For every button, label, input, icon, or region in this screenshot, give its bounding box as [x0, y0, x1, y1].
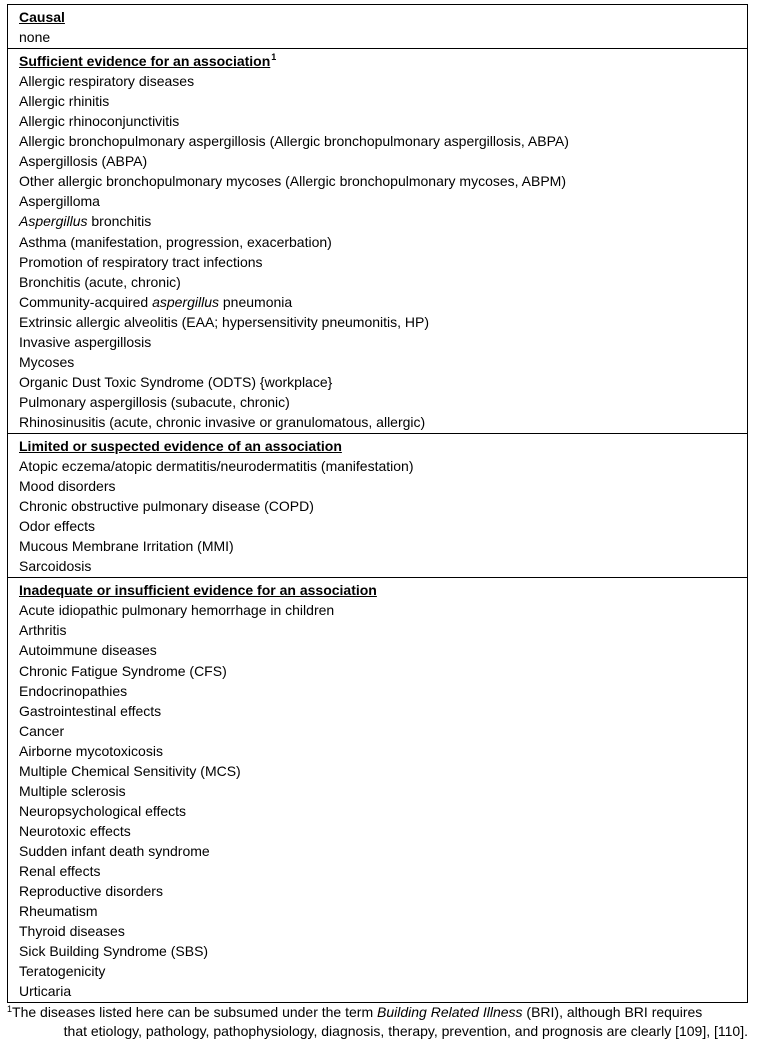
list-item: Allergic rhinoconjunctivitis	[19, 113, 180, 130]
list-item: Aspergillosis (ABPA)	[19, 153, 148, 170]
list-item: Aspergilloma	[19, 193, 100, 210]
list-item: Autoimmune diseases	[19, 642, 157, 659]
list-item: Mood disorders	[19, 478, 116, 495]
list-item: Atopic eczema/atopic dermatitis/neurodermatitis (manifestation)	[19, 458, 414, 475]
footnote-line-1: $^1$The diseases listed here can be subsumed under the term Building Related Illness (BRI), although BRI requires	[7, 1004, 703, 1020]
list-item: Allergic rhinitis	[19, 93, 110, 110]
list-item: Promotion of respiratory tract infections	[19, 253, 263, 270]
section-sufficient-evidence	[8, 48, 747, 433]
list-item: Invasive aspergillosis	[19, 333, 152, 350]
list-item: Mucous Membrane Irritation (MMI)	[19, 538, 234, 555]
list-item: Chronic Fatigue Syndrome (CFS)	[19, 662, 227, 679]
list-item: Pulmonary aspergillosis (subacute, chronic)	[19, 393, 290, 410]
list-item: Airborne mycotoxicosis	[19, 742, 163, 759]
section-causal	[8, 5, 747, 48]
list-item: Rhinosinusitis (acute, chronic invasive or granulomatous, allergic)	[19, 413, 426, 430]
list-item: Arthritis	[19, 622, 67, 639]
list-item: Extrinsic allergic alveolitis (EAA; hypersensitivity pneumonitis, HP)	[19, 313, 430, 330]
list-item: Acute idiopathic pulmonary hemorrhage in children	[19, 602, 335, 619]
list-item: Odor effects	[19, 518, 96, 535]
list-item: none	[19, 29, 51, 46]
list-item: Multiple Chemical Sensitivity (MCS)	[19, 762, 241, 779]
section-limited-evidence	[8, 433, 747, 577]
list-item: Organic Dust Toxic Syndrome (ODTS) {workplace}	[19, 373, 333, 390]
list-item: Chronic obstructive pulmonary disease (COPD)	[19, 498, 314, 515]
list-item: Other allergic bronchopulmonary mycoses (Allergic bronchopulmonary mycoses, ABPM)	[19, 173, 566, 190]
list-item: Thyroid diseases	[19, 923, 125, 940]
evidence-table	[7, 4, 748, 1003]
list-item: Rheumatism	[19, 903, 98, 920]
section-heading: Limited or suspected evidence of an association	[19, 437, 342, 454]
footnote-marker: 1	[7, 1004, 13, 1014]
list-item: Urticaria	[19, 983, 72, 1000]
list-item: Sick Building Syndrome (SBS)	[19, 943, 209, 960]
section-heading: Causal	[19, 9, 65, 25]
section-inadequate-evidence	[8, 577, 747, 1002]
list-item: Sudden infant death syndrome	[19, 842, 210, 859]
list-item: Renal effects	[19, 862, 101, 879]
list-item: Gastrointestinal effects	[19, 702, 162, 719]
list-item: Mycoses	[19, 353, 75, 370]
list-item: Allergic respiratory diseases	[19, 73, 195, 90]
list-item: Asthma (manifestation, progression, exacerbation)	[19, 233, 332, 250]
list-item: Bronchitis (acute, chronic)	[19, 273, 181, 290]
footnote-line-2: that etiology, pathology, pathophysiology, diagnosis, therapy, prevention, and prognosis are clearly [109], [110].	[63, 1023, 748, 1039]
list-item: Allergic bronchopulmonary aspergillosis (Allergic bronchopulmonary aspergillosis, ABPA)	[19, 133, 569, 150]
list-item: Cancer	[19, 722, 65, 739]
section-heading: Inadequate or insufficient evidence for an association	[19, 582, 377, 599]
list-item: Teratogenicity	[19, 963, 106, 980]
list-item: Sarcoidosis	[19, 558, 92, 575]
section-heading: Sufficient evidence for an association$^1$	[19, 52, 277, 70]
list-item: Reproductive disorders	[19, 883, 163, 900]
list-item: Neurotoxic effects	[19, 822, 131, 839]
list-item: Aspergillus bronchitis	[19, 213, 152, 230]
list-item: Neuropsychological effects	[19, 802, 187, 819]
table-footnote	[7, 1003, 748, 1041]
list-item: Endocrinopathies	[19, 682, 128, 699]
list-item: Multiple sclerosis	[19, 782, 126, 799]
list-item: Community-acquired aspergillus pneumonia	[19, 293, 293, 310]
